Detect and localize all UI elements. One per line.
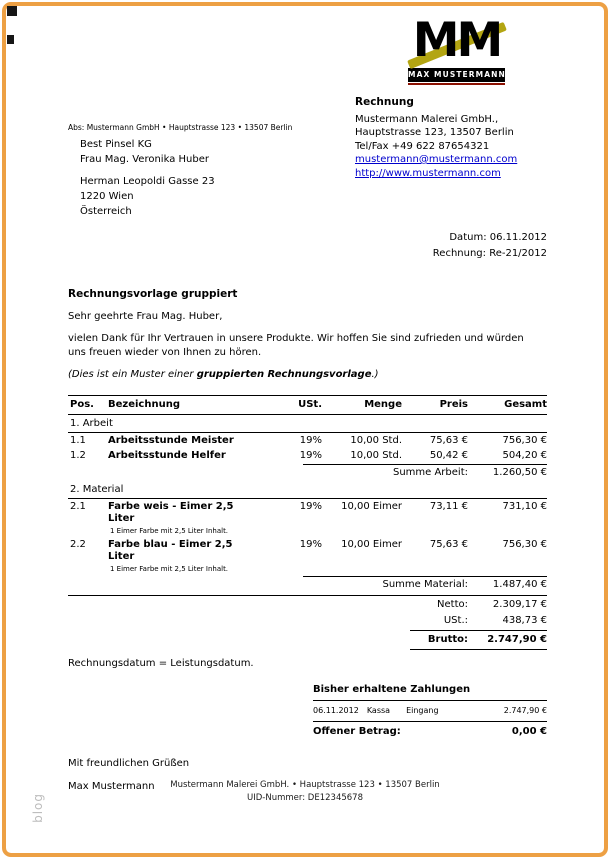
table-row (68, 433, 547, 448)
item-price: 50,42 € (429, 450, 468, 461)
header-pos: Pos. (70, 399, 94, 410)
invoice-table (68, 395, 547, 650)
netto-label: Netto: (437, 599, 468, 610)
recipient-country: Österreich (80, 206, 132, 217)
table-bottom-rule (68, 595, 547, 596)
group-sum-arbeit (303, 464, 547, 481)
salutation: Sehr geehrte Frau Mag. Huber, (68, 311, 223, 322)
note-prefix: (Dies ist ein Muster einer (68, 369, 197, 380)
item-pos: 1.2 (70, 450, 86, 461)
sum-label: Summe Arbeit: (392, 467, 468, 478)
blog-watermark: blog (31, 793, 45, 823)
table-row (68, 499, 547, 537)
sum-label: Summe Material: (382, 579, 468, 590)
template-note (68, 369, 547, 381)
group-sum-material (303, 576, 547, 593)
brutto-row (410, 630, 547, 650)
item-price: 75,63 € (429, 435, 468, 446)
item-pos: 2.1 (70, 501, 86, 512)
payments-title: Bisher erhaltene Zahlungen (313, 684, 547, 701)
sender-line: Abs: Mustermann GmbH • Hauptstrasse 123 • 13507 Berlin (68, 123, 293, 132)
item-pos: 1.1 (70, 435, 86, 446)
note-suffix: .) (371, 369, 379, 380)
item-vat: 19% (299, 539, 322, 550)
payment-entry-row (313, 701, 547, 722)
corner-mark (7, 6, 17, 16)
header-qty: Menge (364, 399, 402, 410)
group-title-arbeit: 1. Arbeit (68, 415, 547, 433)
invoice-meta (433, 230, 547, 262)
brutto-value: 2.747,90 € (487, 634, 547, 645)
table-row (68, 448, 547, 463)
header-price: Preis (439, 399, 468, 410)
item-pos: 2.2 (70, 539, 86, 550)
group-title-material: 2. Material (68, 481, 547, 499)
item-qty: 10,00 Std. (350, 450, 402, 461)
header-vat: USt. (298, 399, 322, 410)
footer-line-2: UID-Nummer: DE12345678 (247, 793, 363, 803)
recipient-contact: Frau Mag. Veronika Huber (80, 154, 209, 165)
footer-line-1: Mustermann Malerei GmbH. • Hauptstrasse 123 • 13507 Berlin (170, 780, 440, 790)
sum-value: 1.487,40 € (492, 579, 547, 590)
sum-value: 1.260,50 € (492, 467, 547, 478)
company-telfax: Tel/Fax +49 622 87654321 (355, 140, 490, 152)
signature-name: Max Mustermann (68, 781, 155, 792)
item-vat: 19% (299, 435, 322, 446)
payment-method: Kassa (366, 706, 391, 715)
item-description: 1 Eimer Farbe mit 2,5 Liter Inhalt. (110, 565, 229, 573)
intro-line-1: vielen Dank für Ihr Vertrauen in unsere Produkte. Wir hoffen Sie sind zufrieden und würden (68, 333, 524, 344)
item-vat: 19% (299, 501, 322, 512)
company-address: Hauptstrasse 123, 13507 Berlin (355, 127, 514, 138)
letter-body (68, 288, 547, 793)
company-email-link[interactable]: mustermann@mustermann.com (355, 154, 518, 165)
item-vat: 19% (299, 450, 322, 461)
document-type-title: Rechnung (355, 96, 414, 108)
item-name-cell (108, 501, 258, 536)
item-total: 504,20 € (502, 450, 547, 461)
item-name: Arbeitsstunde Helfer (108, 450, 226, 461)
page-footer (0, 779, 610, 805)
payment-direction: Eingang (406, 706, 439, 715)
ust-label: USt.: (443, 615, 468, 626)
item-qty: 10,00 Std. (350, 435, 402, 446)
date-note: Rechnungsdatum = Leistungsdatum. (68, 658, 254, 669)
payment-date: 06.11.2012 (313, 706, 359, 715)
netto-row (410, 597, 547, 613)
intro-line-2: uns freuen wieder von Ihnen zu hören. (68, 347, 262, 358)
item-total: 756,30 € (502, 539, 547, 550)
company-website-link[interactable]: http://www.mustermann.com (355, 167, 501, 179)
open-amount-label: Offener Betrag: (313, 726, 401, 737)
open-amount-value: 0,00 € (511, 726, 547, 737)
closing-greeting: Mit freundlichen Grüßen (68, 758, 190, 769)
corner-mark (7, 35, 14, 44)
subject-line: Rechnungsvorlage gruppiert (68, 288, 238, 300)
company-logo (408, 13, 505, 85)
item-qty: 10,00 Eimer (341, 501, 402, 512)
table-row (68, 537, 547, 575)
header-name: Bezeichnung (108, 399, 180, 410)
item-description: 1 Eimer Farbe mit 2,5 Liter Inhalt. (110, 527, 229, 535)
table-header-row (68, 395, 547, 415)
address-gap (80, 167, 215, 174)
header-total: Gesamt (504, 399, 547, 410)
payments-block (313, 684, 547, 738)
ust-row (410, 613, 547, 629)
brutto-label: Brutto: (427, 634, 468, 645)
note-bold: gruppierten Rechnungsvorlage (196, 369, 372, 380)
item-name: Farbe weis - Eimer 2,5 Liter (108, 501, 234, 524)
item-name: Farbe blau - Eimer 2,5 Liter (108, 539, 233, 562)
logo-brand-bar: MAX MUSTERMANN (408, 68, 505, 82)
open-amount-row (313, 722, 547, 738)
item-name-cell (108, 435, 258, 447)
recipient-address (80, 137, 215, 219)
invoice-number: Rechnung: Re-21/2012 (432, 248, 547, 259)
invoice-date: Datum: 06.11.2012 (449, 232, 547, 243)
company-name: Mustermann Malerei GmbH., (355, 113, 499, 125)
recipient-city: 1220 Wien (80, 191, 134, 202)
company-info-block (355, 96, 517, 180)
recipient-company: Best Pinsel KG (80, 139, 152, 150)
recipient-street: Herman Leopoldi Gasse 23 (80, 176, 215, 187)
netto-value: 2.309,17 € (492, 599, 547, 610)
item-name-cell (108, 450, 258, 462)
logo-monogram: MM (412, 13, 501, 68)
intro-paragraph (68, 332, 547, 360)
item-price: 75,63 € (429, 539, 468, 550)
item-total: 756,30 € (502, 435, 547, 446)
ust-value: 438,73 € (502, 615, 547, 626)
item-name: Arbeitsstunde Meister (108, 435, 234, 446)
payment-amount: 2.747,90 € (503, 706, 547, 715)
item-price: 73,11 € (429, 501, 468, 512)
totals-block (410, 597, 547, 650)
logo-underline (408, 83, 505, 85)
logo-monogram-wrap (408, 13, 505, 68)
item-total: 731,10 € (502, 501, 547, 512)
item-qty: 10,00 Eimer (341, 539, 402, 550)
item-name-cell (108, 539, 258, 574)
